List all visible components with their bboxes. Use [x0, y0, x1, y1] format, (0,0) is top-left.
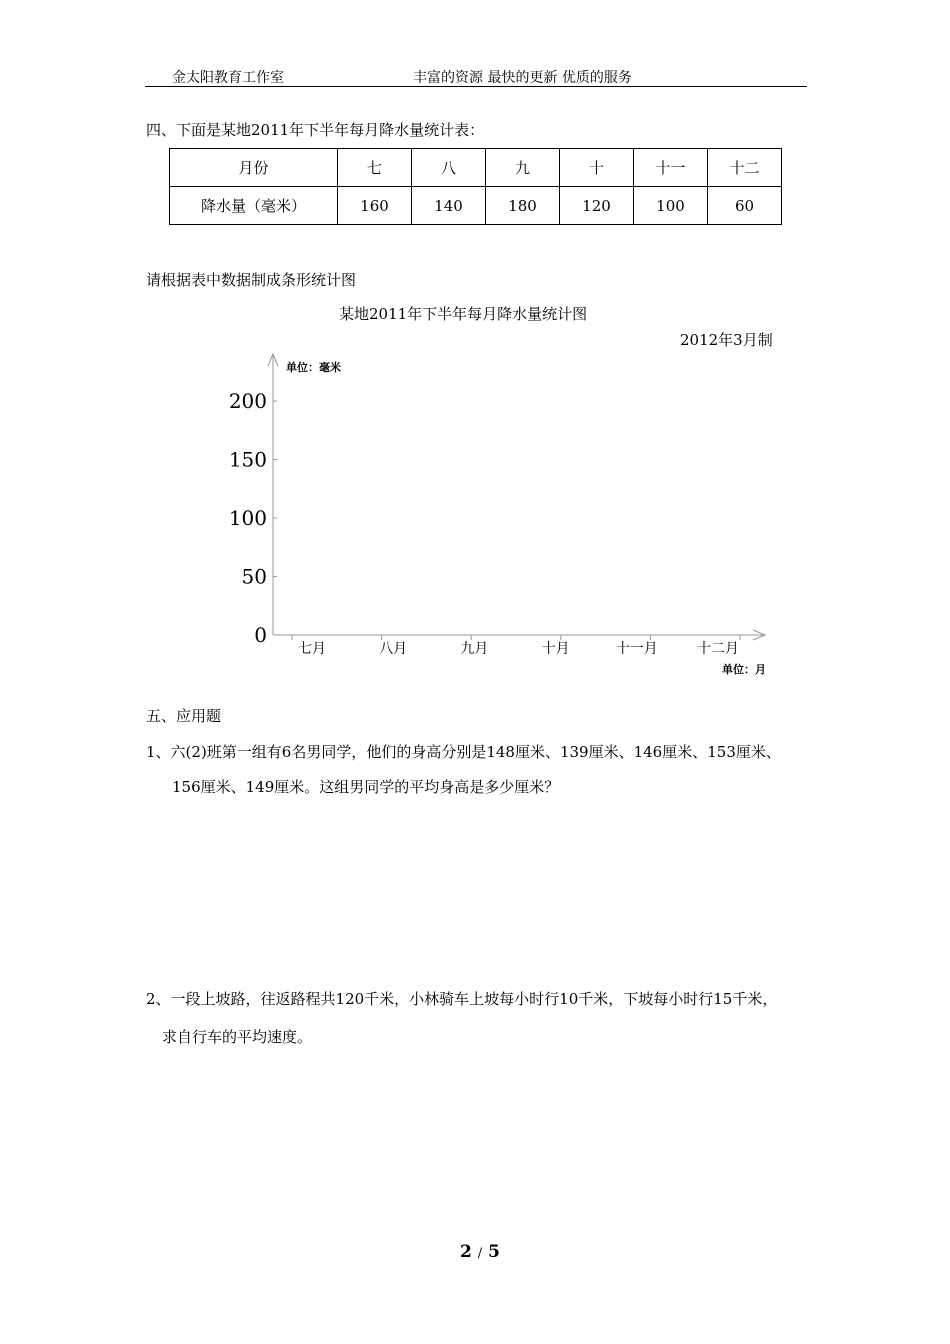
- value-cell: 180: [486, 187, 560, 225]
- value-cell: 140: [412, 187, 486, 225]
- header-right: 丰富的资源 最快的更新 优质的服务: [413, 70, 632, 86]
- month-cell: 八: [412, 149, 486, 187]
- x-tick-label: 十二月: [697, 641, 739, 657]
- y-tick-label: 150: [228, 447, 267, 472]
- x-tick-label: 九月: [460, 641, 489, 657]
- question1-line1: 1、六(2)班第一组有6名男同学，他们的身高分别是148厘米、139厘米、146厘米、153厘米、: [146, 743, 781, 761]
- month-cell: 十: [560, 149, 634, 187]
- y-tick-label: 100: [228, 506, 267, 530]
- value-cell: 120: [560, 187, 634, 225]
- value-cell: 160: [338, 187, 412, 225]
- section5-heading: 五、应用题: [146, 707, 222, 725]
- y-tick-label: 0: [254, 623, 267, 647]
- question2-line1: 2、一段上坡路，往返路程共120千米，小林骑车上坡每小时行10千米，下坡每小时行15千米，: [146, 990, 778, 1008]
- chart-date-note: 2012年3月制: [680, 331, 773, 349]
- row-header-rainfall: 降水量（毫米）: [170, 187, 338, 225]
- x-tick-label: 十月: [541, 641, 570, 657]
- y-tick-label: 50: [241, 564, 267, 589]
- value-cell: 100: [634, 187, 708, 225]
- x-axis-unit-label: 单位：月: [722, 663, 766, 676]
- month-cell: 十一: [634, 149, 708, 187]
- month-cell: 九: [486, 149, 560, 187]
- page-number: [460, 1242, 500, 1262]
- section4-heading: 四、下面是某地2011年下半年每月降水量统计表：: [146, 121, 485, 139]
- month-cell: 七: [338, 149, 412, 187]
- question1-line2: 156厘米、149厘米。这组男同学的平均身高是多少厘米？: [172, 778, 560, 796]
- x-tick-label: 十一月: [615, 641, 658, 657]
- header-left: 金太阳教育工作室: [172, 70, 284, 86]
- value-cell: 60: [708, 187, 782, 225]
- chart-instruction: 请根据表中数据制成条形统计图: [146, 271, 357, 289]
- question2-line2: 求自行车的平均速度。: [162, 1028, 313, 1046]
- chart-title: 某地2011年下半年每月降水量统计图: [339, 305, 588, 323]
- y-axis-unit-label: 单位：毫米: [286, 361, 341, 374]
- page-current: 2: [460, 1242, 472, 1262]
- page-total: 5: [488, 1242, 500, 1262]
- x-tick-label: 八月: [379, 641, 408, 657]
- row-header-month: 月份: [170, 149, 338, 187]
- page-separator: /: [477, 1246, 483, 1261]
- x-tick-label: 七月: [298, 641, 326, 657]
- y-tick-label: 200: [228, 389, 267, 413]
- month-cell: 十二: [708, 149, 782, 187]
